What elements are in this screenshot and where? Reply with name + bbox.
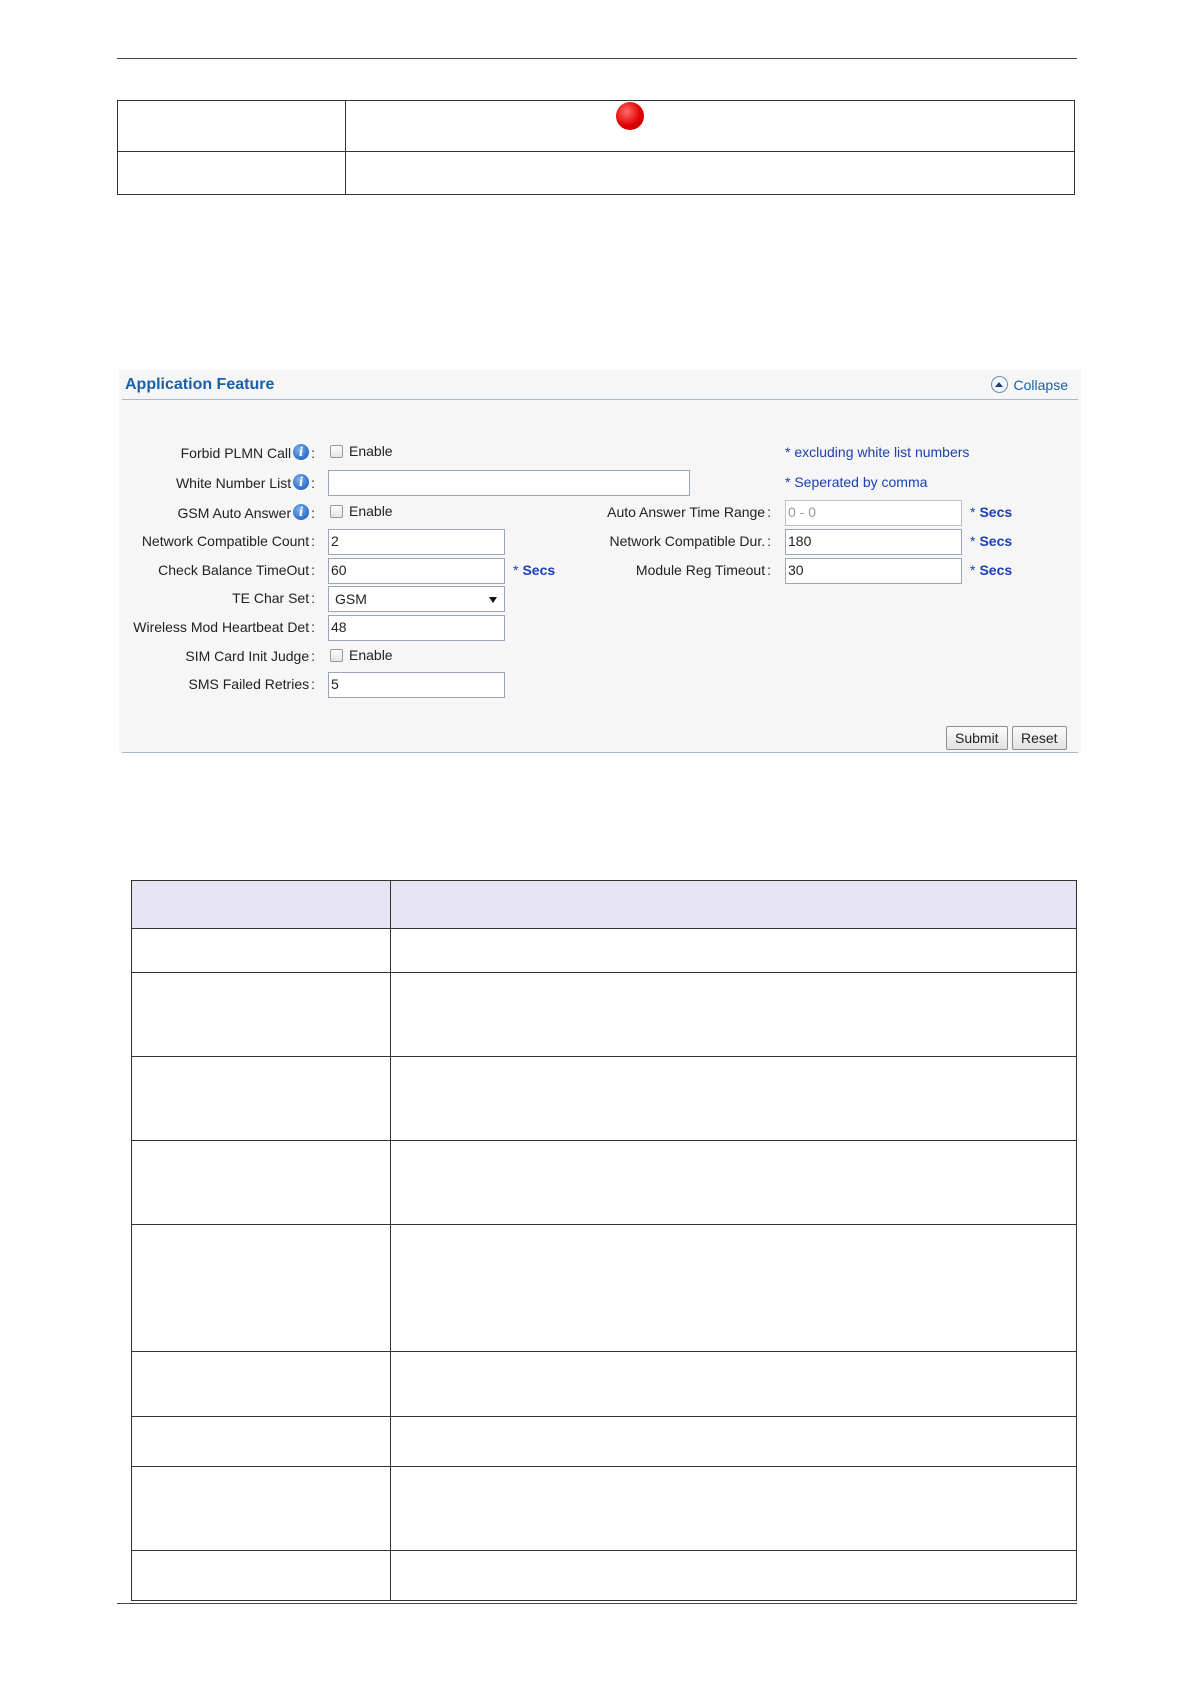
table-row (132, 1467, 1077, 1551)
submit-button[interactable]: Submit (946, 726, 1008, 750)
table-row (132, 973, 1077, 1057)
table-header-row (132, 881, 1077, 929)
gsm-auto-answer-checkbox[interactable] (330, 505, 343, 518)
table-row (118, 101, 1075, 152)
network-compatible-count-input[interactable]: 2 (328, 529, 505, 555)
collapse-label: Collapse (1013, 376, 1068, 393)
check-balance-timeout-input[interactable]: 60 (328, 558, 505, 584)
sim-card-init-judge-toggle (330, 647, 393, 663)
secs-unit: * Secs (970, 533, 1013, 549)
top-table (117, 100, 1075, 195)
table-row (118, 152, 1075, 195)
panel-bottom-border (122, 752, 1078, 753)
white-number-list-input[interactable] (328, 470, 690, 496)
gsm-auto-answer-label: GSM Auto Answer i : (177, 505, 315, 521)
info-icon[interactable]: i (293, 474, 309, 490)
sms-failed-retries-label: SMS Failed Retries : (188, 676, 315, 692)
auto-answer-time-range-input[interactable]: 0 - 0 (785, 500, 962, 526)
table-row (132, 1141, 1077, 1225)
sim-card-init-judge-label: SIM Card Init Judge : (185, 648, 315, 664)
auto-answer-time-range-label: Auto Answer Time Range : (607, 504, 771, 520)
table-row (132, 929, 1077, 973)
excluding-note: * excluding white list numbers (785, 444, 970, 460)
dropdown-arrow-icon (489, 597, 497, 603)
secs-unit: * Secs (513, 562, 556, 578)
forbid-plmn-call-toggle (330, 443, 393, 459)
forbid-plmn-call-checkbox[interactable] (330, 445, 343, 458)
secs-unit: * Secs (970, 504, 1013, 520)
module-reg-timeout-label: Module Reg Timeout : (635, 562, 771, 578)
enable-label: Enable (349, 443, 393, 459)
check-balance-timeout-label: Check Balance TimeOut : (158, 562, 315, 578)
sim-card-init-judge-checkbox[interactable] (330, 649, 343, 662)
collapse-button[interactable] (991, 376, 1068, 393)
network-compatible-dur-input[interactable]: 180 (785, 529, 962, 555)
enable-label: Enable (349, 503, 393, 519)
white-number-list-label: White Number List i : (175, 475, 315, 491)
module-reg-timeout-input[interactable]: 30 (785, 558, 962, 584)
info-icon[interactable]: i (293, 504, 309, 520)
wireless-mod-heartbeat-det-label: Wireless Mod Heartbeat Det : (133, 619, 315, 635)
info-icon[interactable]: i (293, 444, 309, 460)
footer-rule (117, 1603, 1077, 1604)
table-row (132, 1057, 1077, 1141)
network-compatible-dur-label: Network Compatible Dur. : (609, 533, 771, 549)
red-status-dot-icon (616, 102, 644, 130)
table-row (132, 1352, 1077, 1417)
gsm-auto-answer-toggle (330, 503, 393, 519)
parameter-table (131, 880, 1077, 1601)
reset-button[interactable]: Reset (1012, 726, 1067, 750)
te-char-set-label: TE Char Set : (232, 590, 315, 606)
sms-failed-retries-input[interactable]: 5 (328, 672, 505, 698)
te-char-set-select[interactable]: GSM (328, 586, 505, 612)
table-row (132, 1417, 1077, 1467)
table-row (132, 1225, 1077, 1352)
separated-note: * Seperated by comma (785, 474, 928, 490)
collapse-up-icon (991, 376, 1008, 393)
application-feature-panel (119, 370, 1081, 753)
panel-title: Application Feature (125, 376, 275, 393)
table-row (132, 1551, 1077, 1601)
enable-label: Enable (349, 647, 393, 663)
forbid-plmn-call-label: Forbid PLMN Call i : (180, 445, 315, 461)
secs-unit: * Secs (970, 562, 1013, 578)
panel-header (122, 370, 1078, 400)
header-rule (117, 58, 1077, 59)
network-compatible-count-label: Network Compatible Count : (141, 533, 315, 549)
wireless-mod-heartbeat-det-input[interactable]: 48 (328, 615, 505, 641)
